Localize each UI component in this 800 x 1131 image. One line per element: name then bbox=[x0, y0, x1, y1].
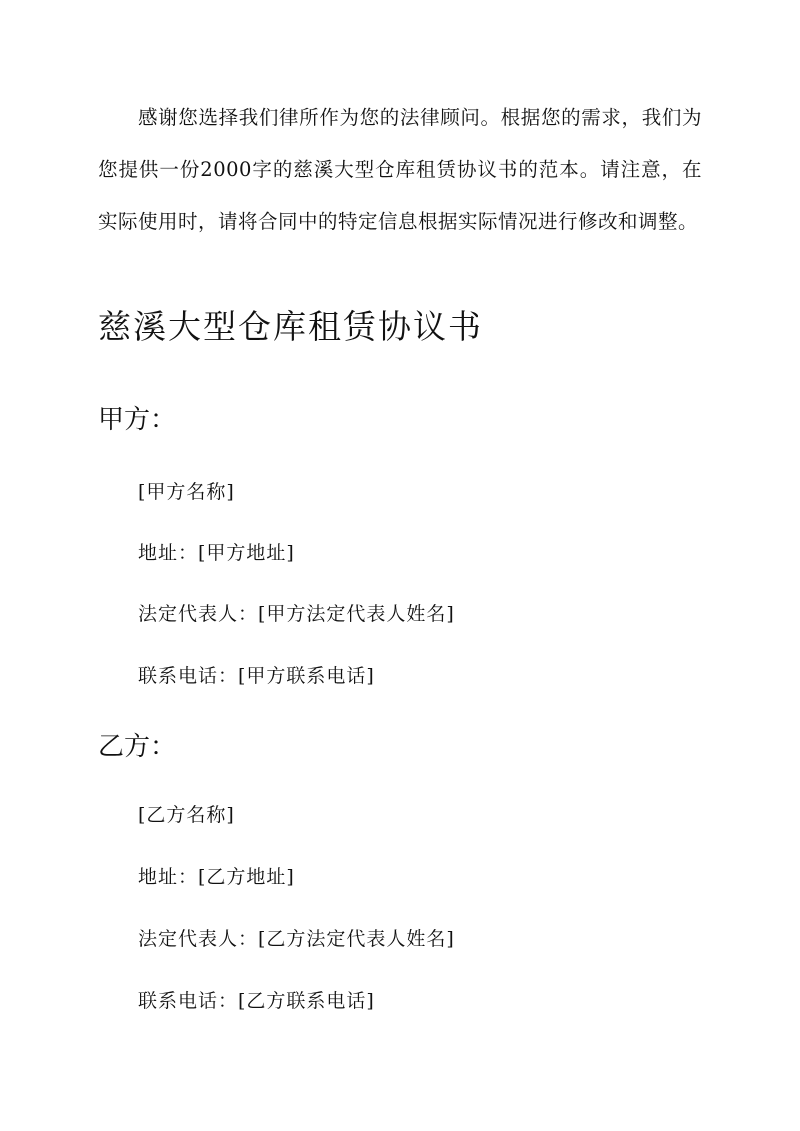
party-a-address: 地址：[甲方地址] bbox=[138, 542, 295, 564]
document-title: 慈溪大型仓库租赁协议书 bbox=[98, 307, 483, 346]
party-a-heading: 甲方： bbox=[98, 405, 177, 435]
party-a-name: [甲方名称] bbox=[138, 481, 235, 503]
party-b-phone: 联系电话：[乙方联系电话] bbox=[138, 990, 375, 1012]
party-b-address: 地址：[乙方地址] bbox=[138, 866, 295, 888]
party-b-name: [乙方名称] bbox=[138, 804, 235, 826]
party-a-phone: 联系电话：[甲方联系电话] bbox=[138, 665, 375, 687]
intro-paragraph-block bbox=[98, 92, 702, 248]
party-b-legal-rep: 法定代表人：[乙方法定代表人姓名] bbox=[138, 928, 455, 950]
intro-paragraph: 感谢您选择我们律所作为您的法律顾问。根据您的需求，我们为您提供一份2000字的慈溪大型仓库租赁协议书的范本。请注意，在实际使用时，请将合同中的特定信息根据实际情况进行修改和调整。 bbox=[98, 106, 702, 233]
party-b-heading: 乙方： bbox=[98, 732, 177, 762]
party-a-legal-rep: 法定代表人：[甲方法定代表人姓名] bbox=[138, 603, 455, 625]
